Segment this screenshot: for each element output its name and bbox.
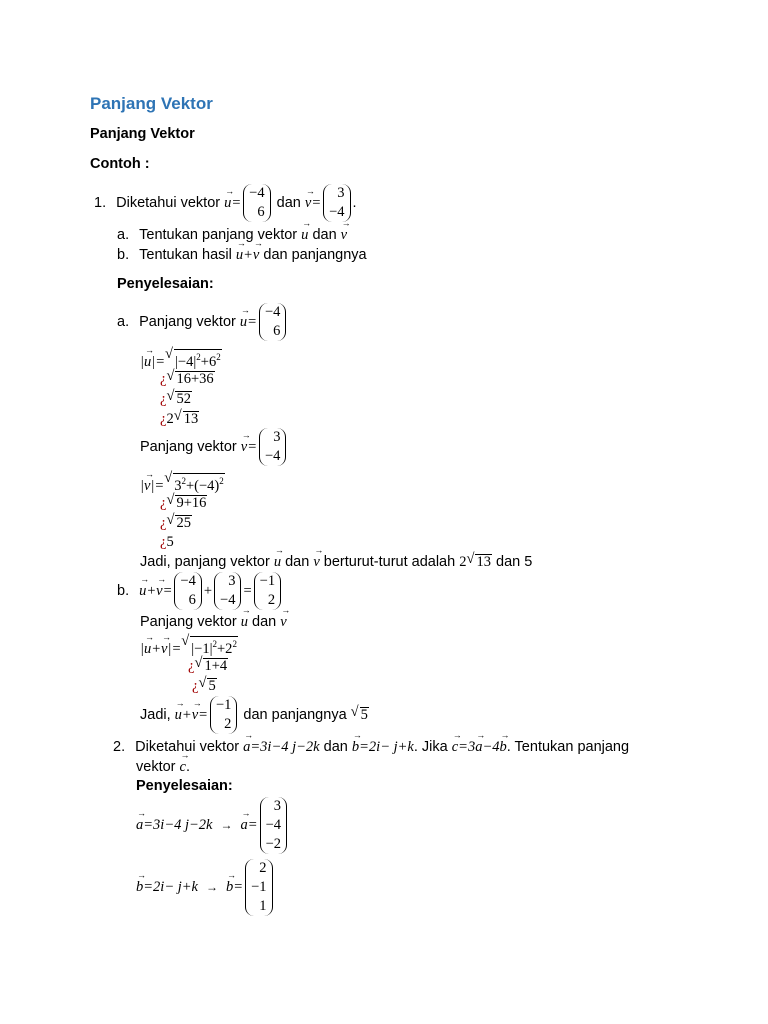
sol-a-heading: a. Panjang vektor → u= −4 6 — [117, 303, 288, 341]
sol-a-v-heading: Panjang vektor → v= 3 −4 — [140, 428, 288, 466]
sol-b-matrix-1: −4 6 — [174, 572, 201, 610]
u-length-line-3: ¿ √ 52 — [160, 388, 191, 407]
uv-length-line-2: ¿ √ 1+4 — [188, 655, 228, 674]
sol-b-conclusion: Jadi, → u+→ v= −1 2 dan panjangnya √ 5 — [140, 696, 369, 734]
u-length-line-1: |→ u|= √ $|-4|^2+6^2$ — [140, 349, 222, 371]
q1-part-b: b. Tentukan hasil → u+→ v dan panjangnya — [117, 247, 367, 264]
contoh-label: Contoh : — [90, 156, 150, 172]
q2-a-matrix: 3 −4 −2 — [260, 797, 287, 854]
sol-b-conclusion-matrix: −1 2 — [210, 696, 237, 734]
v-length-line-3: ¿ √ 25 — [160, 512, 191, 531]
penyelesaian-label: Penyelesaian: — [117, 276, 214, 292]
q1-part-a: a. Tentukan panjang vektor → u dan → v — [117, 227, 347, 244]
q1-number: 1. — [94, 194, 107, 211]
q2-penyelesaian-label: Penyelesaian: — [136, 778, 233, 794]
sol-b-matrix-2: 3 −4 — [214, 572, 241, 610]
question-2-line-2: vektor → c. — [136, 759, 190, 776]
q1-v-matrix: 3 −4 — [323, 184, 350, 222]
sol-a-v-matrix: 3 −4 — [259, 428, 286, 466]
sol-a-u-matrix: −4 6 — [259, 303, 286, 341]
uv-length-line-3: ¿ √ 5 — [192, 675, 216, 694]
q1-u-matrix: −4 6 — [243, 184, 270, 222]
uv-length-line-1: |→ u+→ v|= √ $|-1|^2+2^2$ — [140, 636, 238, 658]
q2-a-vector: → a=3i−4 j−2k → → a= 3 −4 −2 — [136, 797, 289, 854]
sol-b-text: Panjang vektor → u dan → v — [140, 614, 287, 631]
q1-intro: Diketahui vektor — [116, 194, 221, 211]
u-length-line-4: ¿2 √ 13 — [160, 408, 199, 427]
sol-a-conclusion: Jadi, panjang vektor → u dan → v berturut-turut adalah 2 √ 13 dan 5 — [140, 554, 532, 571]
v-length-line-4: ¿5 — [160, 534, 174, 550]
question-2: 2. Diketahui vektor → a=3i−4 j−2k dan → b=2i− j+k. Jika → c=3→ a−4→ b. Tentukan panjang — [113, 739, 629, 756]
q2-b-vector: → b=2i− j+k → → b= 2 −1 1 — [136, 859, 275, 916]
q2-b-matrix: 2 −1 1 — [245, 859, 272, 916]
page-title: Panjang Vektor — [90, 94, 213, 113]
u-length-line-2: ¿ √ 16+36 — [160, 368, 214, 387]
v-length-line-1: |→ v|= √ $3^2+(-4)^2$ — [140, 473, 225, 495]
question-1: 1. Diketahui vektor → u= −4 6 dan → v= 3 −4 . — [94, 184, 357, 222]
section-heading: Panjang Vektor — [90, 126, 195, 142]
sol-b-heading: b. → u+→ v= −4 6 + 3 −4 = −1 2 — [117, 572, 283, 610]
q1-dan: dan — [276, 194, 301, 211]
sol-b-matrix-3: −1 2 — [254, 572, 281, 610]
v-length-line-2: ¿ √ 9+16 — [160, 492, 207, 511]
